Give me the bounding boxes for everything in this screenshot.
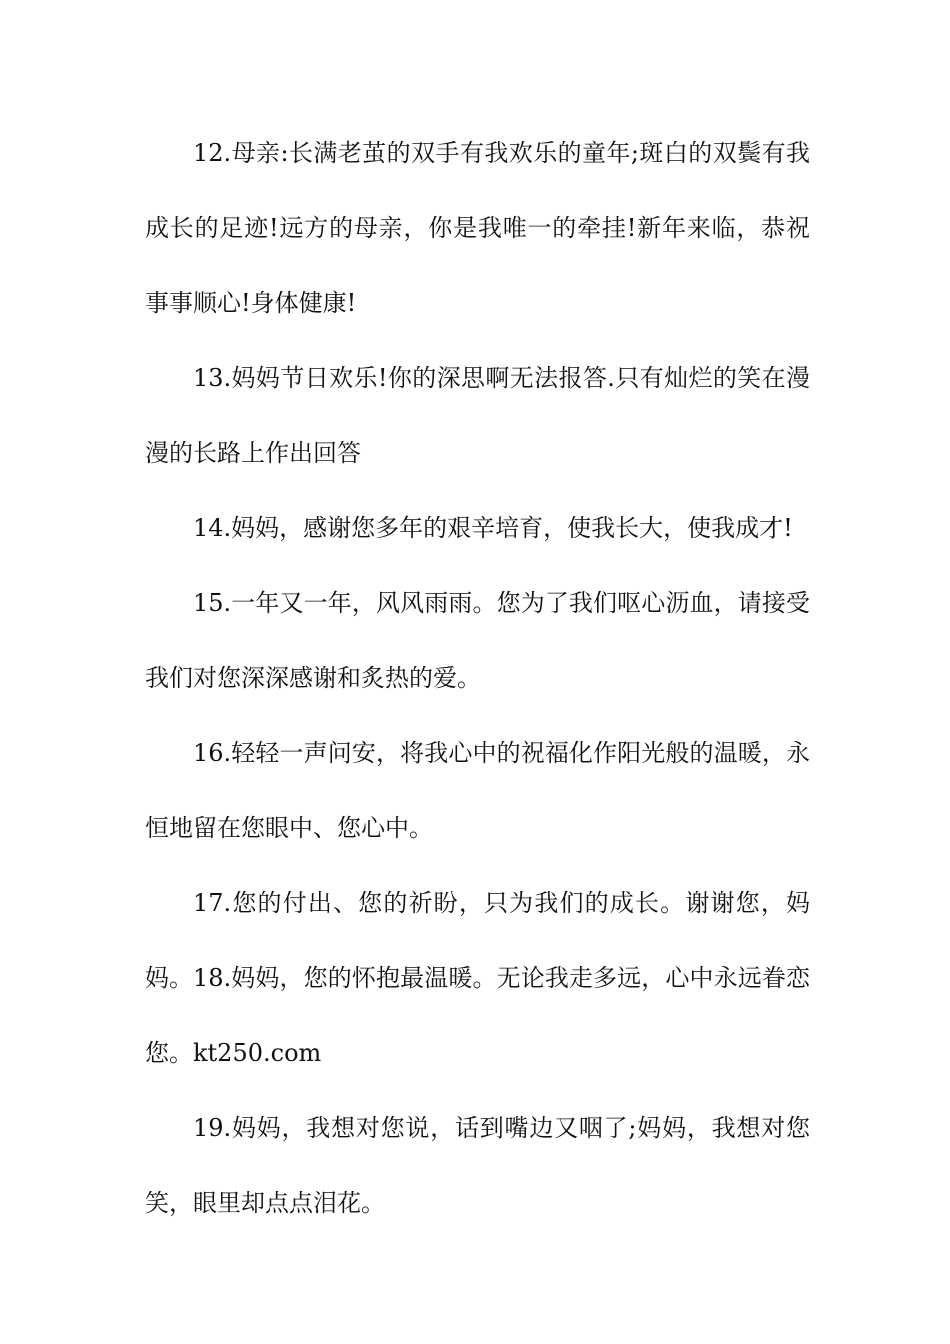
paragraph-16: 16.轻轻一声问安，将我心中的祝福化作阳光般的温暖，永恒地留在您眼中、您心中。: [145, 739, 810, 842]
paragraph-19: 19.妈妈，我想对您说，话到嘴边又咽了;妈妈，我想对您笑，眼里却点点泪花。: [145, 1114, 810, 1217]
paragraph-13: 13.妈妈节日欢乐!你的深思啊无法报答.只有灿烂的笑在漫漫的长路上作出回答: [145, 364, 810, 467]
paragraph-14: 14.妈妈，感谢您多年的艰辛培育，使我长大，使我成才!: [193, 514, 793, 542]
paragraph-18: 18.妈妈，您的怀抱最温暖。无论我走多远，心中永远眷恋您。kt250.com: [145, 964, 810, 1067]
paragraph-12: 12.母亲:长满老茧的双手有我欢乐的童年;斑白的双鬓有我成长的足迹!远方的母亲，你是我唯一的牵挂!新年来临，恭祝事事顺心!身体健康!: [145, 139, 810, 317]
paragraph-15: 15.一年又一年，风风雨雨。您为了我们呕心沥血，请接受我们对您深深感谢和炙热的爱。: [145, 589, 810, 692]
paragraph-17: 17.您的付出、您的祈盼，只为我们的成长。谢谢您，妈妈。: [145, 889, 810, 992]
